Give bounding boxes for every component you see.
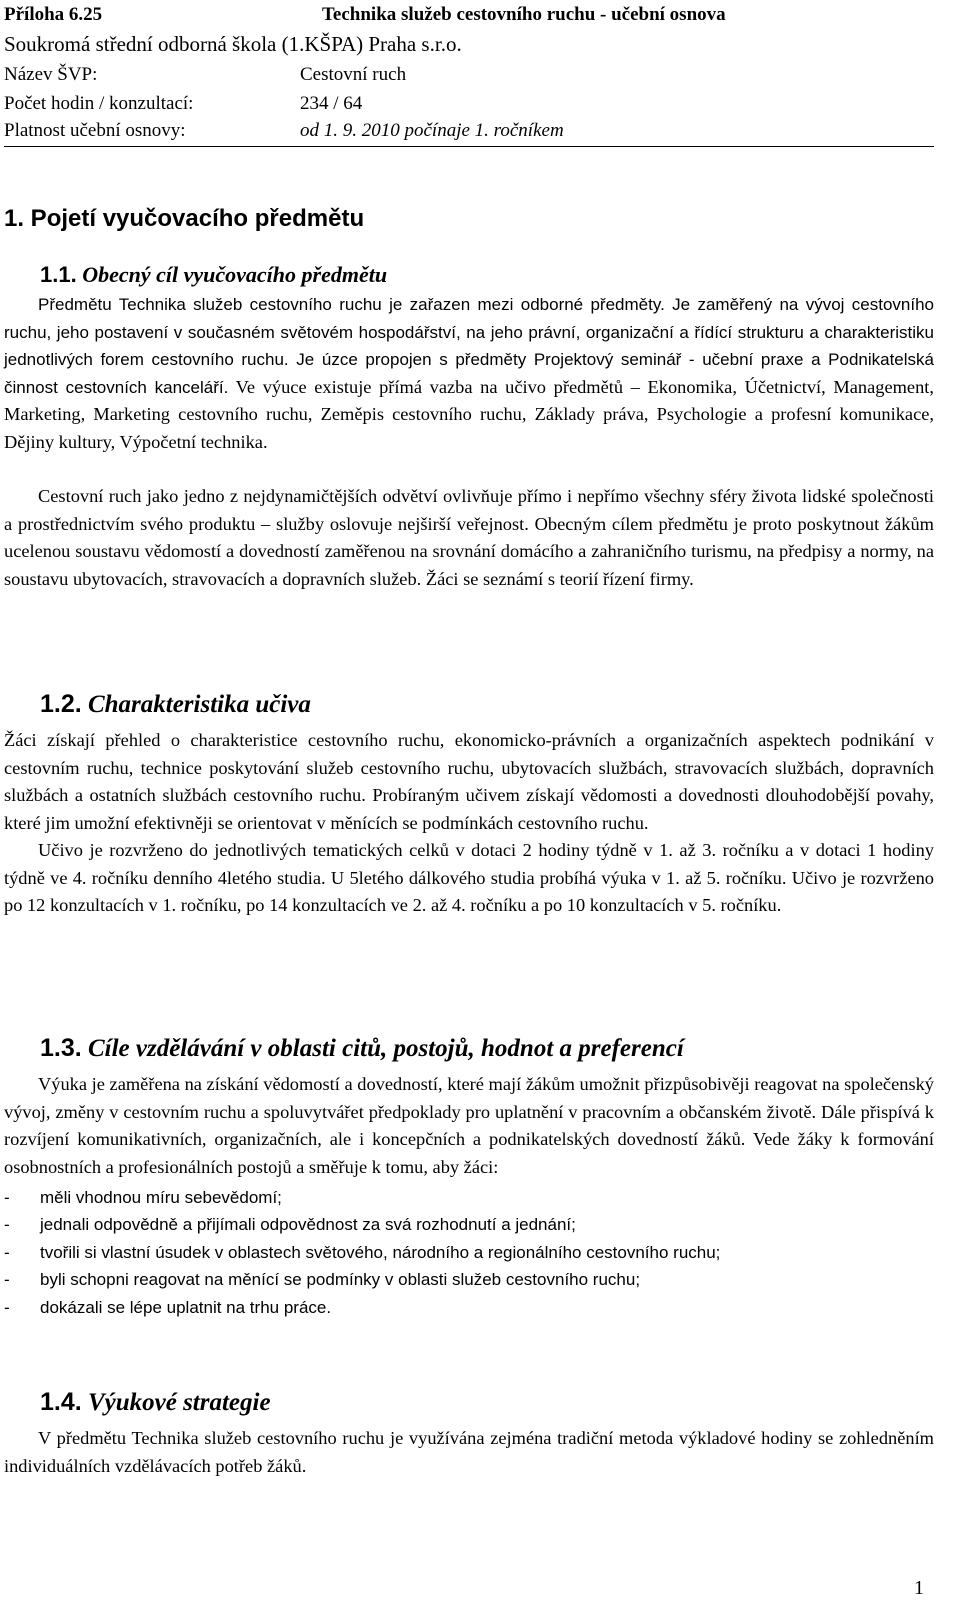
section-1-3-body	[4, 1071, 934, 1181]
list-item	[4, 1239, 934, 1266]
section-1-2-number: 1.2.	[40, 690, 82, 718]
validity-value: od 1. 9. 2010 počínaje 1. ročníkem	[300, 120, 564, 141]
list-item-text: jednali odpovědně a přijímali odpovědnost za svá rozhodnutí a jednání;	[40, 1215, 576, 1235]
bullet-dash: -	[4, 1242, 10, 1262]
section-1-3-title: Cíle vzdělávání v oblasti citů, postojů, hodnot a preferencí	[87, 1035, 684, 1062]
header-hours-row	[4, 93, 363, 115]
section-1-4-heading	[40, 1388, 271, 1417]
header-validity-row	[4, 120, 564, 142]
bullet-dash: -	[4, 1215, 10, 1235]
section-1-2-text-1: Žáci získají přehled o charakteristice cestovního ruchu, ekonomicko-právních a organizačních aspektech podnikání v cestovním ruchu, technice poskytování služeb cestovního ruchu, ubytovacích službách, stravovacích službách, dopravních službách a ostatních službách cestovního ruchu. Probíraným učivem získají vědomosti a dovednosti dlouhodobější povahy, které jim umožní efektivněji se orientovat v měnících se podmínkách cestovního ruchu.	[4, 730, 934, 833]
list-item	[4, 1266, 934, 1293]
section-1-4-number: 1.4.	[40, 1388, 82, 1416]
list-item	[4, 1294, 934, 1321]
list-item-text: tvořili si vlastní úsudek v oblastech světového, národního a regionálního cestovního ruchu;	[40, 1242, 721, 1262]
bullet-dash: -	[4, 1270, 10, 1290]
list-item	[4, 1184, 934, 1211]
section-1-1-paragraph-1	[4, 291, 934, 456]
header-divider	[4, 146, 934, 147]
svp-value: Cestovní ruch	[300, 64, 407, 85]
section-1-4-text-1: V předmětu Technika služeb cestovního ruchu je využívána zejména tradiční metoda výkladové hodiny se zohledněním individuálních vzdělávacích potřeb žáků.	[4, 1428, 934, 1476]
section-1-3-number: 1.3.	[40, 1034, 82, 1062]
section-1-3-heading	[40, 1034, 684, 1063]
section-1-3-text-1: Výuka je zaměřena na získání vědomostí a dovedností, které mají žákům umožnit přizpůsobivěji reagovat na společenský vývoj, změny v cestovním ruchu a spoluvytvářet předpoklady pro uplatnění v pracovním a občanském životě. Dále přispívá k rozvíjení komunikativních, organizačních, ale i koncepčních a podnikatelských dovedností žáků. Vede žáky k formování osobnostních a profesionálních postojů a směřuje k tomu, aby žáci:	[4, 1074, 934, 1177]
list-item-text: měli vhodnou míru sebevědomí;	[40, 1188, 282, 1207]
hours-label: Počet hodin / konzultací:	[4, 93, 194, 114]
section-1-4-title: Výukové strategie	[87, 1389, 271, 1416]
section-1-2-heading	[40, 690, 311, 719]
validity-label: Platnost učební osnovy:	[4, 120, 186, 141]
list-item	[4, 1211, 934, 1238]
section-1-2-text-2: Učivo je rozvrženo do jednotlivých tematických celků v dotaci 2 hodiny týdně v 1. až 3. ročníku a v dotaci 1 hodiny týdně ve 4. ročníku denního 4letého studia. U 5letého dálkového studia probíhá výuka v 1. až 5. ročníku. Učivo je rozvrženo po 12 konzultacích v 1. ročníku, po 14 konzultacích ve 2. až 4. ročníku a po 10 konzultacích v 5. ročníku.	[4, 840, 934, 915]
bullet-dash: -	[4, 1188, 10, 1207]
section-1-1-text-serif: Ve výuce existuje přímá vazba na učivo předmětů – Ekonomika, Účetnictví, Management, Marketing, Marketing cestovního ruchu, Zeměpis cestovního ruchu, Základy práva, Psychologie a profesní komunikace, Dějiny kultury, Výpočetní technika.	[4, 376, 934, 452]
header-school-row	[4, 33, 462, 55]
section-1-2-title: Charakteristika učiva	[87, 691, 311, 718]
appendix-label: Příloha 6.25	[4, 4, 103, 25]
section-1-1-number: 1.1.	[40, 262, 77, 287]
goals-list	[4, 1184, 934, 1321]
school-name: Soukromá střední odborná škola (1.KŠPA) Praha s.r.o.	[4, 32, 462, 56]
hours-value: 234 / 64	[300, 93, 363, 114]
page-number: 1	[914, 1577, 924, 1599]
section-1-1-heading	[40, 262, 387, 288]
section-1-1-text-2: Cestovní ruch jako jedno z nejdynamičtějších odvětví ovlivňuje přímo i nepřímo všechny sféry života lidské společnosti a prostřednictvím svého produktu – služby oslovuje nejširší veřejnost. Obecným cílem předmětu je proto poskytnout žákům ucelenou soustavu vědomostí a dovedností zaměřenou na srovnání domácího a zahraničního turismu, na předpisy a normy, na soustavu ubytovacích, stravovacích a dopravních služeb. Žáci se seznámí s teorií řízení firmy.	[4, 486, 934, 589]
bullet-dash: -	[4, 1297, 10, 1317]
list-item-text: byli schopni reagovat na měnící se podmínky v oblasti služeb cestovního ruchu;	[40, 1270, 641, 1290]
section-1-1-title: Obecný cíl vyučovacího předmětu	[82, 262, 388, 287]
section-1-2-body	[4, 727, 934, 920]
svp-label: Název ŠVP:	[4, 64, 98, 85]
section-1-1-text-sans: Předmětu Technika služeb cestovního ruchu je zařazen mezi odborné předměty. Je zaměřený na vývoj cestovního ruchu, jeho postavení v současném světovém hospodářství, na jeho právní, organizační a řídící strukturu a charakteristiku jednotlivých forem cestovního ruchu. Je úzce propojen s předměty Projektový seminář - učební praxe a Podnikatelská činnost cestovních kanceláří.	[4, 295, 934, 397]
section-1-4-body	[4, 1425, 934, 1480]
header-svp-row	[4, 64, 407, 86]
section-1-1-paragraph-2	[4, 483, 934, 593]
list-item-text: dokázali se lépe uplatnit na trhu práce.	[40, 1297, 332, 1317]
section-1-heading: 1. Pojetí vyučovacího předmětu	[4, 205, 365, 232]
header-appendix-row	[4, 4, 726, 26]
document-title: Technika služeb cestovního ruchu - učební osnova	[322, 4, 726, 25]
